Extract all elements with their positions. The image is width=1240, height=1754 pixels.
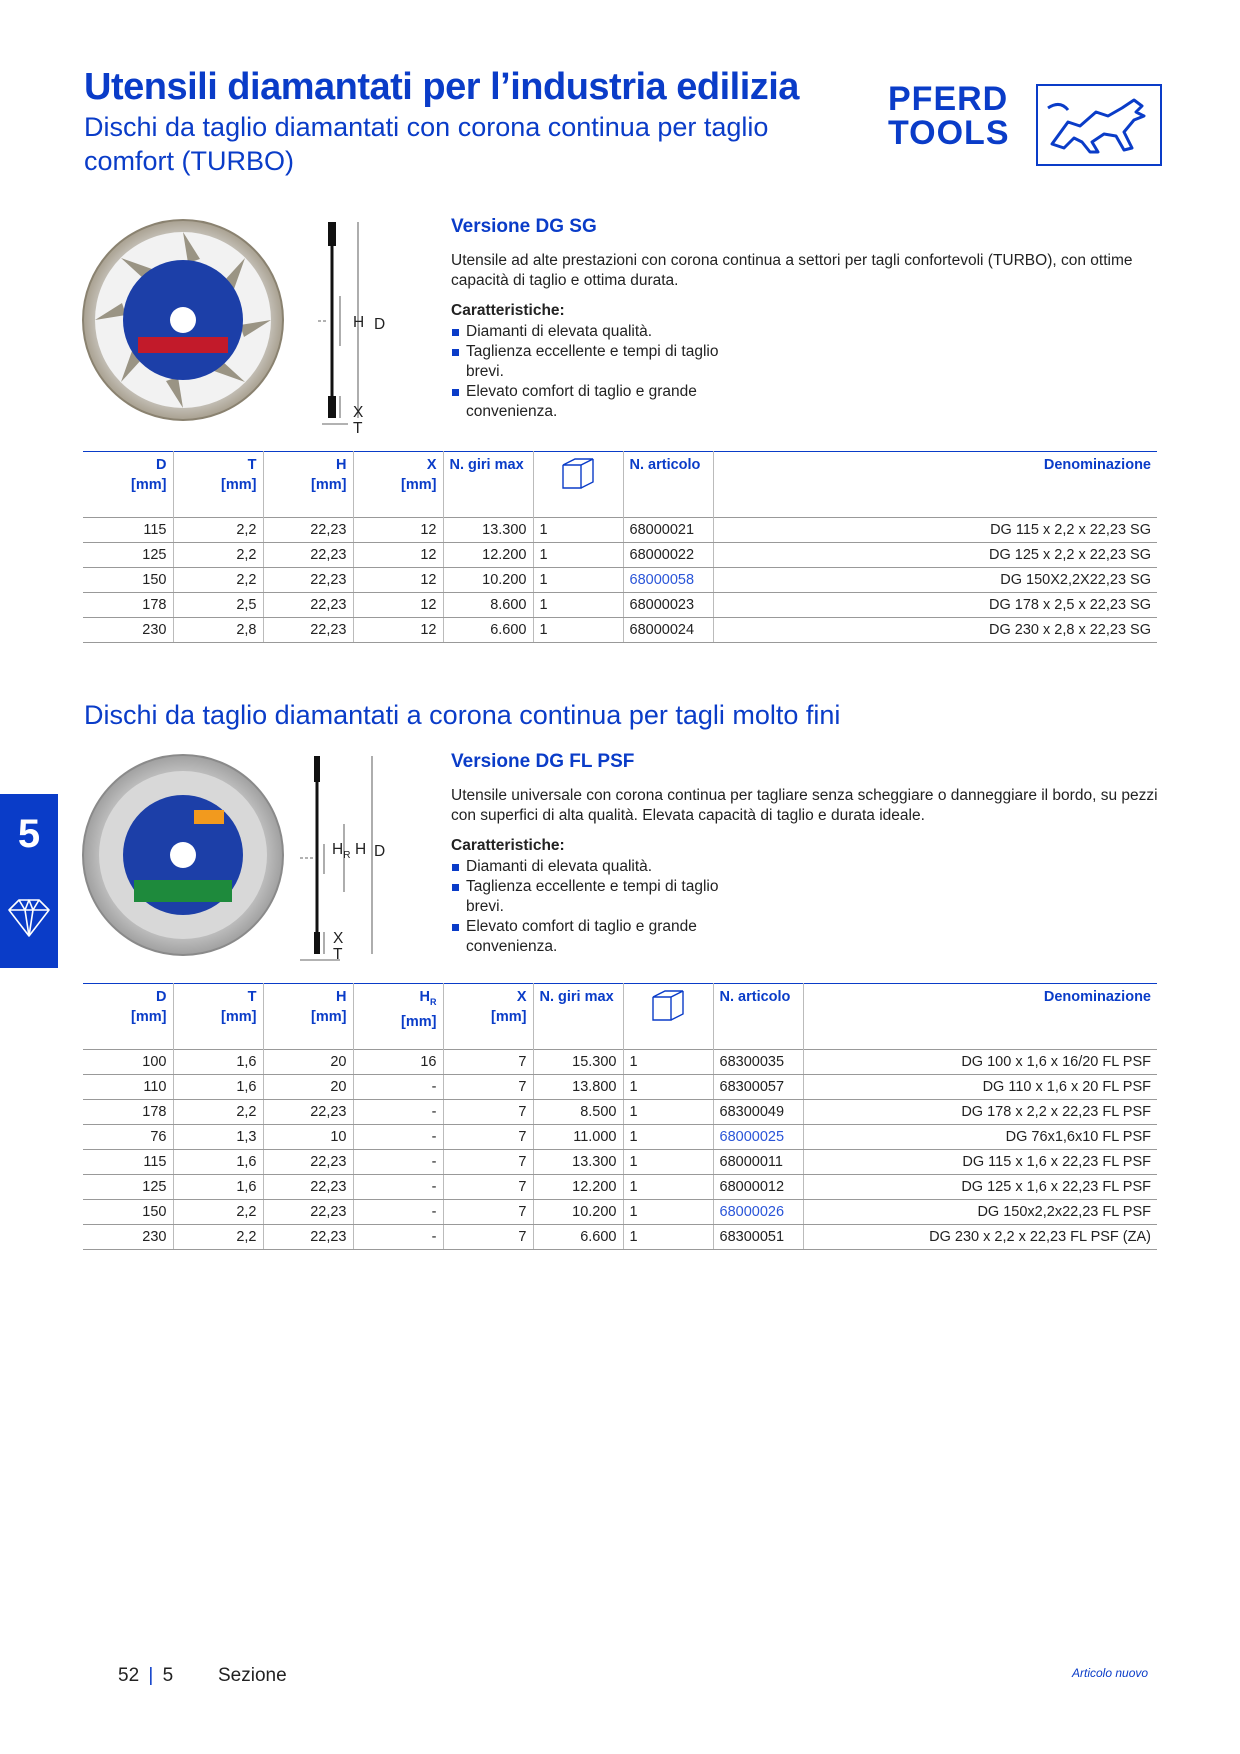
section-tab-number: 5	[17, 812, 41, 856]
package-box-icon	[561, 455, 595, 491]
table-row: 125 1,6 22,23 - 7 12.200 1 68000012 DG 125 x 1,6 x 22,23 FL PSF	[83, 1175, 1157, 1200]
dim-label-x: X	[353, 404, 364, 421]
table-row: 230 2,2 22,23 - 7 6.600 1 68300051 DG 230 x 2,2 x 22,23 FL PSF (ZA)	[83, 1225, 1157, 1250]
col-d: D [mm]	[83, 452, 173, 518]
features-title: Caratteristiche:	[451, 302, 565, 319]
col-rpm: N. giri max	[533, 984, 623, 1050]
table-row: 125 2,2 22,23 12 12.200 1 68000022 DG 125 x 2,2 x 22,23 SG	[83, 543, 1157, 568]
feature-item: Elevato comfort di taglio e grande convenienza.	[451, 917, 751, 957]
table-header	[83, 452, 1157, 518]
feature-item: Taglienza eccellente e tempi di taglio brevi.	[451, 342, 751, 382]
spec-table-dg-sg	[83, 451, 1157, 643]
article-link[interactable]: 68000058	[623, 568, 713, 593]
col-x: X [mm]	[443, 984, 533, 1050]
logo-line-2: TOOLS	[888, 114, 1010, 152]
col-x: X [mm]	[353, 452, 443, 518]
dim-label-hr: $H_R$	[332, 841, 351, 862]
fine-cut-disc-image	[82, 754, 284, 961]
version-title: Versione DG FL PSF	[451, 751, 635, 772]
col-h: H [mm]	[263, 452, 353, 518]
table-row: 115 1,6 22,23 - 7 13.300 1 68000011 DG 115 x 1,6 x 22,23 FL PSF	[83, 1150, 1157, 1175]
dim-label-h: H	[353, 314, 365, 331]
table-header	[83, 984, 1157, 1050]
dim-label-t: T	[333, 946, 343, 963]
footer-note: Articolo nuovo	[1072, 1666, 1149, 1680]
col-t: T [mm]	[173, 984, 263, 1050]
dim-label-h: H	[355, 841, 367, 858]
table-row: 100 1,6 20 16 7 15.300 1 68300035 DG 100 x 1,6 x 16/20 FL PSF	[83, 1050, 1157, 1075]
col-d: D [mm]	[83, 984, 173, 1050]
col-t: T [mm]	[173, 452, 263, 518]
feature-item: Diamanti di elevata qualità.	[451, 322, 751, 342]
page-number: 52 | 5	[118, 1665, 174, 1686]
col-hr: $H_R$ [mm]	[353, 984, 443, 1050]
table-row: 150 2,2 22,23 - 7 10.200 1 68000026 DG 150x2,2x22,23 FL PSF	[83, 1200, 1157, 1225]
feature-item: Taglienza eccellente e tempi di taglio brevi.	[451, 877, 751, 917]
diamond-icon	[5, 896, 53, 945]
table-row: 115 2,2 22,23 12 13.300 1 68000021 DG 115 x 2,2 x 22,23 SG	[83, 518, 1157, 543]
col-pack	[623, 984, 713, 1050]
features-list	[451, 322, 751, 422]
article-link[interactable]: 68000026	[713, 1200, 803, 1225]
col-name: Denominazione	[713, 452, 1157, 518]
article-link[interactable]: 68000025	[713, 1125, 803, 1150]
spec-table-dg-fl-psf	[83, 983, 1157, 1250]
table-row: 178 2,5 22,23 12 8.600 1 68000023 DG 178 x 2,5 x 22,23 SG	[83, 593, 1157, 618]
page-subtitle: Dischi da taglio diamantati con corona continua per taglio comfort (TURBO)	[84, 112, 769, 176]
col-h: H [mm]	[263, 984, 353, 1050]
col-rpm: N. giri max	[443, 452, 533, 518]
dim-label-x: X	[333, 930, 344, 947]
horse-logo-icon	[1036, 84, 1162, 166]
package-box-icon	[651, 987, 685, 1023]
dim-label-d: D	[374, 843, 386, 860]
features-list	[451, 857, 751, 957]
table-row: 230 2,8 22,23 12 6.600 1 68000024 DG 230 x 2,8 x 22,23 SG	[83, 618, 1157, 643]
dim-label-d: D	[374, 316, 386, 333]
version-title: Versione DG SG	[451, 216, 597, 237]
col-article: N. articolo	[623, 452, 713, 518]
col-name: Denominazione	[803, 984, 1157, 1050]
feature-item: Diamanti di elevata qualità.	[451, 857, 751, 877]
pferd-logo	[888, 82, 1010, 150]
footer-section-label: Sezione	[218, 1665, 287, 1686]
section-heading: Dischi da taglio diamantati a corona continua per tagli molto fini	[84, 700, 841, 730]
table-row: 150 2,2 22,23 12 10.200 1 68000058 DG 150X2,2X22,23 SG	[83, 568, 1157, 593]
table-row: 110 1,6 20 - 7 13.800 1 68300057 DG 110 x 1,6 x 20 FL PSF	[83, 1075, 1157, 1100]
page-title: Utensili diamantati per l’industria edilizia	[84, 66, 799, 108]
feature-item: Elevato comfort di taglio e grande convenienza.	[451, 382, 751, 422]
version-description: Utensile universale con corona continua per tagliare senza scheggiare o danneggiare il bordo, su pezzi con superfici di alta qualità. Elevata capacità di taglio e durata ideale.	[451, 787, 1158, 824]
turbo-disc-image	[82, 219, 284, 426]
features-title: Caratteristiche:	[451, 837, 565, 854]
table-row: 178 2,2 22,23 - 7 8.500 1 68300049 DG 178 x 2,2 x 22,23 FL PSF	[83, 1100, 1157, 1125]
version-description: Utensile ad alte prestazioni con corona continua a settori per tagli confortevoli (TURBO), con ottime capacità di taglio e ottima durata.	[451, 252, 1133, 289]
col-pack	[533, 452, 623, 518]
col-article: N. articolo	[713, 984, 803, 1050]
table-row: 76 1,3 10 - 7 11.000 1 68000025 DG 76x1,6x10 FL PSF	[83, 1125, 1157, 1150]
dim-label-t: T	[353, 420, 363, 437]
logo-line-1: PFERD	[888, 80, 1009, 118]
